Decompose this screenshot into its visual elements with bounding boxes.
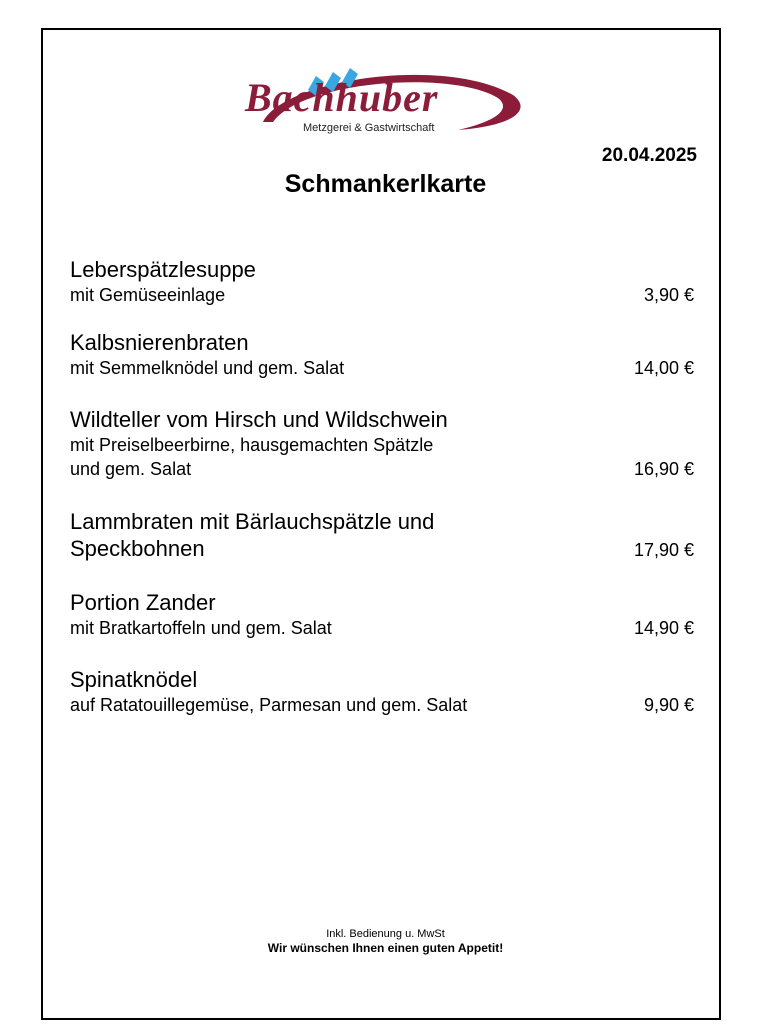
menu-item bbox=[70, 329, 694, 380]
menu-item bbox=[70, 666, 694, 717]
item-name: Wildteller vom Hirsch und Wildschwein bbox=[70, 407, 448, 432]
menu-item bbox=[70, 508, 694, 562]
footer-note: Inkl. Bedienung u. MwSt bbox=[326, 928, 445, 940]
footer-greeting: Wir wünschen Ihnen einen guten Appetit! bbox=[267, 941, 504, 955]
item-name-continued: Speckbohnen bbox=[70, 536, 205, 561]
item-description: und gem. Salat bbox=[70, 459, 192, 479]
menu-item bbox=[70, 589, 694, 640]
item-price: 3,90 € bbox=[643, 285, 694, 305]
menu-title: Schmankerlkarte bbox=[284, 170, 487, 198]
menu-item bbox=[70, 256, 694, 307]
item-description: mit Bratkartoffeln und gem. Salat bbox=[70, 618, 332, 638]
menu-item bbox=[70, 406, 694, 481]
item-name: Leberspätzlesuppe bbox=[70, 257, 256, 282]
item-description: mit Preiselbeerbirne, hausgemachten Spätzle bbox=[70, 435, 434, 455]
item-price: 14,90 € bbox=[633, 618, 694, 638]
item-name: Lammbraten mit Bärlauchspätzle und bbox=[70, 509, 435, 534]
item-price: 9,90 € bbox=[643, 695, 694, 715]
item-name: Portion Zander bbox=[70, 590, 216, 615]
item-price: 14,00 € bbox=[633, 358, 694, 378]
item-description: mit Gemüseeinlage bbox=[70, 285, 226, 305]
item-price: 17,90 € bbox=[633, 540, 694, 560]
item-price: 16,90 € bbox=[633, 459, 694, 479]
logo bbox=[243, 60, 528, 142]
item-description: mit Semmelknödel und gem. Salat bbox=[70, 358, 345, 378]
logo-name: Bachhuber bbox=[245, 75, 439, 120]
item-name: Spinatknödel bbox=[70, 667, 198, 692]
logo-subtitle: Metzgerei & Gastwirtschaft bbox=[303, 122, 435, 134]
menu-date: 20.04.2025 bbox=[601, 145, 697, 166]
item-name: Kalbsnierenbraten bbox=[70, 330, 249, 355]
item-description: auf Ratatouillegemüse, Parmesan und gem. Salat bbox=[70, 695, 468, 715]
